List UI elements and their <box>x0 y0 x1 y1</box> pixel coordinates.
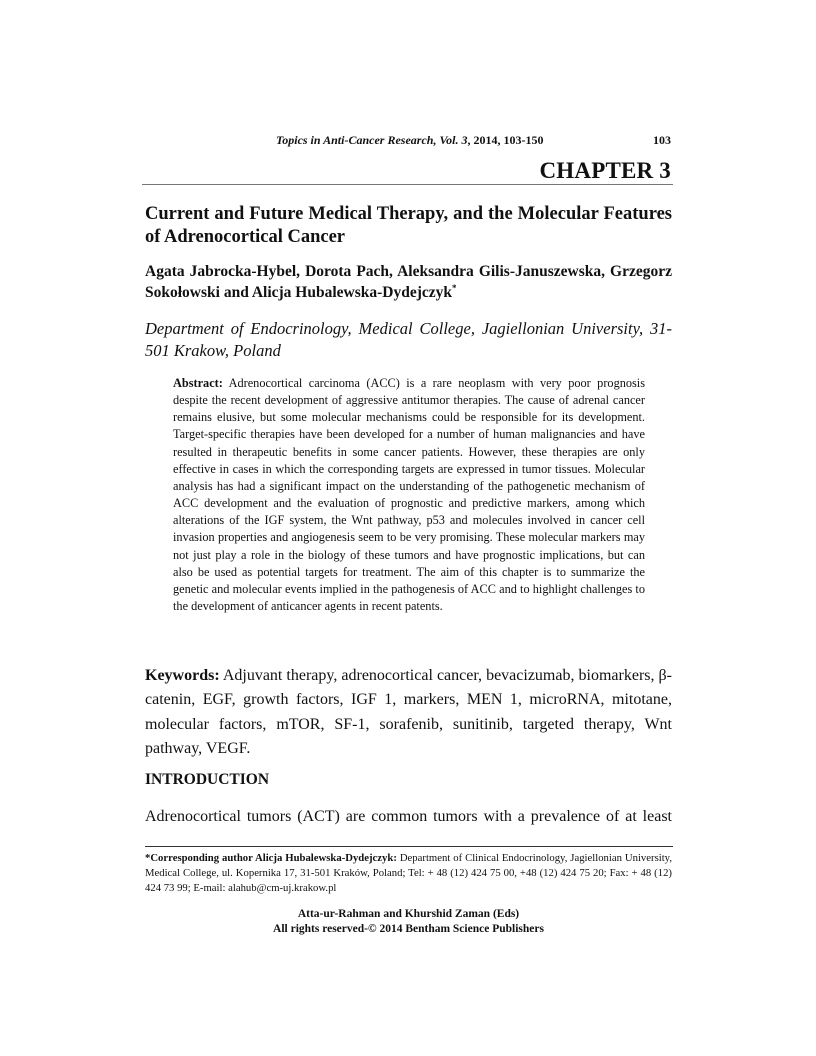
author-list <box>145 261 672 303</box>
abstract-text: Adrenocortical carcinoma (ACC) is a rare neoplasm with very poor prognosis despite the recent development of aggressive antitumor therapies. The cause of adrenal cancer remains elusive, but some molecular mechanisms could be responsible for its development. Target-specific therapies have been developed for a number of human malignancies and have resulted in therapeutic benefits in some cancer patients. However, these therapies are only effective in cases in which the corresponding targets are expressed in tumor tissues. Molecular analysis has had a significant impact on the understanding of the pathogenetic mechanism of ACC development and the evaluation of prognostic and predictive markers, among which alterations of the IGF system, the Wnt pathway, p53 and molecules involved in cancer cell invasion properties and angiogenesis seem to be very promising. These molecular markers may not just play a role in the biology of these tumors and have prognostic implications, but can also be used as potential targets for treatment. The aim of this chapter is to summarize the genetic and molecular events implied in the pathogenesis of ACC and to highlight challenges to the development of anticancer agents in recent patents. <box>173 376 645 614</box>
page-number: 103 <box>653 133 671 147</box>
editors-line: Atta-ur-Rahman and Khurshid Zaman (Eds) <box>297 908 520 920</box>
introduction-paragraph: Adrenocortical tumors (ACT) are common tumors with a prevalence of at least <box>145 808 672 825</box>
footnote-divider <box>145 846 673 847</box>
journal-year-pages: , 2014, 103-150 <box>467 133 544 147</box>
corresponding-author-footnote <box>145 851 672 897</box>
publisher-notice <box>145 907 672 937</box>
keywords <box>145 664 672 761</box>
authors-text: Agata Jabrocka-Hybel, Dorota Pach, Aleksandra Gilis-Januszewska, Grzegorz Sokołowski and Alicja Hubalewska-Dydejczyk <box>145 263 672 301</box>
chapter-label: CHAPTER 3 <box>539 158 671 183</box>
footnote-label: *Corresponding author Alicja Hubalewska-Dydejczyk: <box>145 852 397 864</box>
keywords-label: Keywords: <box>145 667 220 684</box>
copyright-line: All rights reserved-© 2014 Bentham Science Publishers <box>273 923 544 935</box>
section-heading-introduction: INTRODUCTION <box>145 771 270 788</box>
affiliation: Department of Endocrinology, Medical College, Jagiellonian University, 31-501 Krakow, Poland <box>145 319 672 360</box>
footnote-text: Department of Clinical Endocrinology, Jagiellonian University, Medical College, ul. Kopernika 17, 31-501 Kraków, Poland; Tel: + 48 (12) 424 75 00, +48 (12) 424 75 20; Fax: + 48 (12) 424 73 99; E-mail: alahub@cm-uj.krakow.pl <box>145 852 672 895</box>
abstract <box>173 375 645 615</box>
journal-name: Topics in Anti-Cancer Research, Vol. 3 <box>276 133 468 147</box>
abstract-label: Abstract: <box>173 376 223 390</box>
journal-citation <box>276 133 543 147</box>
chapter-divider <box>142 184 673 185</box>
keywords-text: Adjuvant therapy, adrenocortical cancer, bevacizumab, biomarkers, β-catenin, EGF, growth factors, IGF 1, markers, MEN 1, microRNA, mitotane, molecular factors, mTOR, SF-1, sorafenib, sunitinib, targeted therapy, Wnt pathway, VEGF. <box>145 667 673 757</box>
chapter-title: Current and Future Medical Therapy, and the Molecular Features of Adrenocortical Cancer <box>145 204 672 247</box>
corresponding-author-marker: * <box>452 282 457 293</box>
